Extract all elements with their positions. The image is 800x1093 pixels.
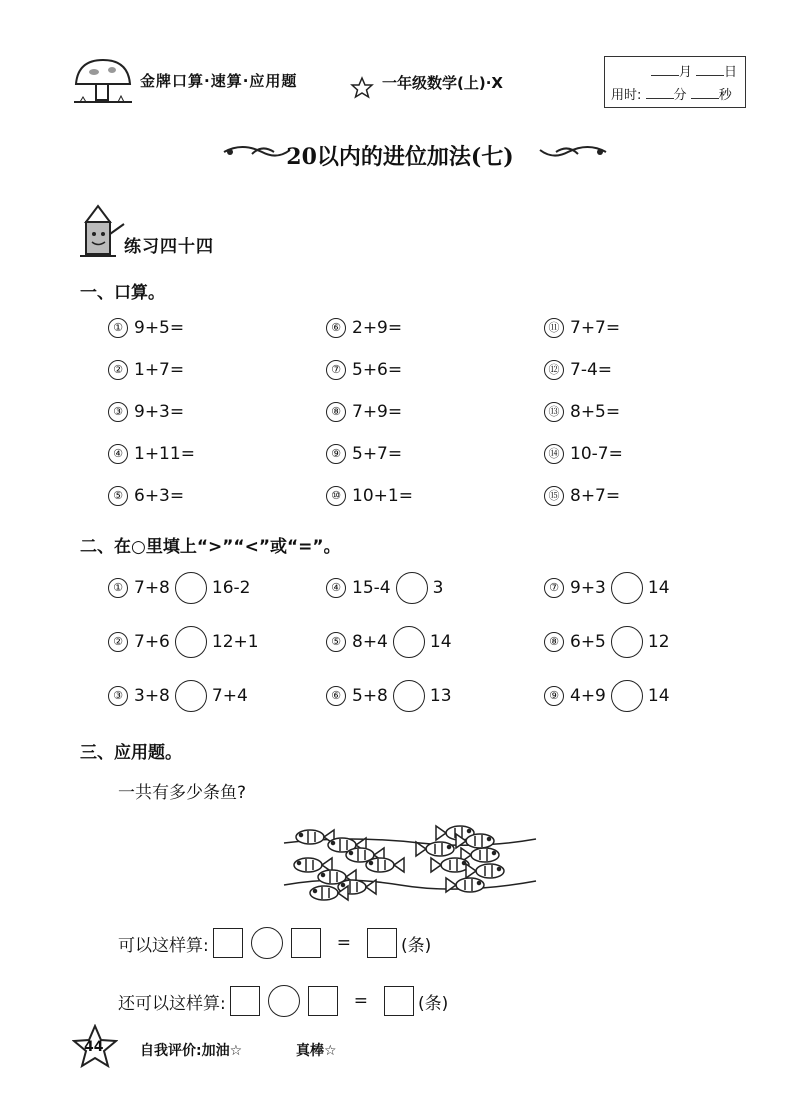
item-number: ⑫ [544, 360, 564, 380]
right-expression: 16-2 [211, 578, 251, 598]
comparison-item [326, 626, 452, 658]
left-expression: 5+8 [352, 686, 388, 706]
fish-illustration [280, 815, 540, 915]
compare-circle[interactable] [175, 680, 207, 712]
answer-box-1b[interactable] [291, 928, 321, 958]
page-number: 44 [84, 1039, 104, 1055]
expression: 1+7= [134, 360, 185, 380]
right-expression: 12 [647, 632, 670, 652]
brand-title: 金牌口算·速算·应用题 [140, 72, 298, 90]
date-time-box [604, 56, 746, 108]
minute-blank[interactable] [646, 86, 674, 99]
left-expression: 8+4 [352, 632, 388, 652]
expression: 10-7= [570, 444, 623, 464]
great-label: 真棒☆ [296, 1043, 337, 1059]
expression: 6+3= [134, 486, 185, 506]
answer-box-2b[interactable] [308, 986, 338, 1016]
item-number: ⑨ [544, 686, 564, 706]
compare-circle[interactable] [393, 680, 425, 712]
calc-row-1: 可以这样算: = (条) [118, 927, 431, 959]
expression: 5+7= [352, 444, 403, 464]
operator-circle-1[interactable] [251, 927, 283, 959]
item-number: ⑬ [544, 402, 564, 422]
star-icon [350, 76, 374, 100]
expression: 1+11= [134, 444, 195, 464]
section1-heading: 一、口算。 [80, 283, 165, 303]
item-number: ③ [108, 402, 128, 422]
item-number: ⑤ [108, 486, 128, 506]
left-expression: 4+9 [570, 686, 606, 706]
self-eval-label: 自我评价:加油☆ [140, 1043, 243, 1059]
comparison-item [108, 572, 250, 604]
item-number: ⑦ [326, 360, 346, 380]
mental-math-item [544, 360, 612, 380]
mental-math-item [544, 318, 620, 338]
right-expression: 14 [647, 686, 670, 706]
compare-circle[interactable] [393, 626, 425, 658]
expression: 5+6= [352, 360, 403, 380]
question-text: 一共有多少条鱼? [118, 783, 247, 803]
comparison-item [326, 572, 443, 604]
month-blank[interactable] [651, 63, 679, 76]
answer-box-2a[interactable] [230, 986, 260, 1016]
mental-math-item [326, 318, 402, 338]
page-title: 20以内的进位加法(七) [286, 144, 514, 170]
left-expression: 15-4 [352, 578, 391, 598]
answer-box-1c[interactable] [367, 928, 397, 958]
mental-math-item [544, 486, 620, 506]
compare-circle[interactable] [175, 626, 207, 658]
fish-icon [461, 848, 499, 862]
compare-circle[interactable] [396, 572, 428, 604]
fish-icon [431, 858, 469, 872]
right-expression: 3 [432, 578, 444, 598]
right-expression: 14 [429, 632, 452, 652]
expression: 8+5= [570, 402, 621, 422]
right-ornament-icon [538, 140, 608, 164]
left-expression: 9+3 [570, 578, 606, 598]
item-number: ⑧ [326, 402, 346, 422]
mental-math-item [108, 486, 184, 506]
expression: 7+9= [352, 402, 403, 422]
mental-math-item [108, 360, 184, 380]
expression: 7+7= [570, 318, 621, 338]
compare-circle[interactable] [175, 572, 207, 604]
fish-icon [366, 858, 404, 872]
mental-math-item [544, 402, 620, 422]
mental-math-item [326, 486, 413, 506]
comparison-item [544, 626, 670, 658]
mental-math-item [326, 360, 402, 380]
item-number: ⑦ [544, 578, 564, 598]
time-row: 用时: 分 秒 [611, 88, 732, 103]
mental-math-item [544, 444, 623, 464]
comparison-item [544, 572, 670, 604]
operator-circle-2[interactable] [268, 985, 300, 1017]
comparison-item [108, 680, 248, 712]
mental-math-item [108, 444, 195, 464]
left-expression: 7+6 [134, 632, 170, 652]
right-expression: 12+1 [211, 632, 259, 652]
mental-math-item [326, 402, 402, 422]
item-number: ② [108, 360, 128, 380]
right-expression: 14 [647, 578, 670, 598]
expression: 8+7= [570, 486, 621, 506]
expression: 2+9= [352, 318, 403, 338]
item-number: ⑮ [544, 486, 564, 506]
mushroom-icon [72, 56, 134, 106]
item-number: ③ [108, 686, 128, 706]
section2-heading: 二、在○里填上“>”“<”或“=”。 [80, 537, 341, 557]
book-title: 一年级数学(上)·X [382, 74, 503, 92]
left-expression: 6+5 [570, 632, 606, 652]
item-number: ① [108, 318, 128, 338]
lesson-title: 练习四十四 [124, 237, 214, 257]
item-number: ⑧ [544, 632, 564, 652]
expression: 9+5= [134, 318, 185, 338]
item-number: ⑥ [326, 686, 346, 706]
item-number: ④ [326, 578, 346, 598]
answer-box-2c[interactable] [384, 986, 414, 1016]
pencil-mascot-icon [78, 204, 128, 260]
fish-icon [296, 830, 334, 844]
item-number: ② [108, 632, 128, 652]
item-number: ⑤ [326, 632, 346, 652]
mental-math-item [108, 402, 184, 422]
compare-circle[interactable] [611, 626, 643, 658]
compare-circle[interactable] [611, 572, 643, 604]
section3-heading: 三、应用题。 [80, 743, 182, 763]
right-expression: 13 [429, 686, 452, 706]
comparison-item [326, 680, 452, 712]
left-expression: 3+8 [134, 686, 170, 706]
date-row: 月 日 [651, 61, 737, 80]
item-number: ① [108, 578, 128, 598]
item-number: ⑪ [544, 318, 564, 338]
mental-math-item [326, 444, 402, 464]
expression: 9+3= [134, 402, 185, 422]
second-blank[interactable] [691, 86, 719, 99]
item-number: ⑩ [326, 486, 346, 506]
comparison-item [544, 680, 670, 712]
compare-circle[interactable] [611, 680, 643, 712]
item-number: ⑥ [326, 318, 346, 338]
mental-math-item [108, 318, 184, 338]
item-number: ⑨ [326, 444, 346, 464]
comparison-item [108, 626, 259, 658]
fish-icon [416, 842, 454, 856]
day-blank[interactable] [696, 63, 724, 76]
answer-box-1a[interactable] [213, 928, 243, 958]
calc-row-2: 还可以这样算: = (条) [118, 985, 448, 1017]
item-number: ④ [108, 444, 128, 464]
expression: 10+1= [352, 486, 413, 506]
item-number: ⑭ [544, 444, 564, 464]
fish-icon [466, 864, 504, 878]
right-expression: 7+4 [211, 686, 248, 706]
left-expression: 7+8 [134, 578, 170, 598]
expression: 7-4= [570, 360, 613, 380]
